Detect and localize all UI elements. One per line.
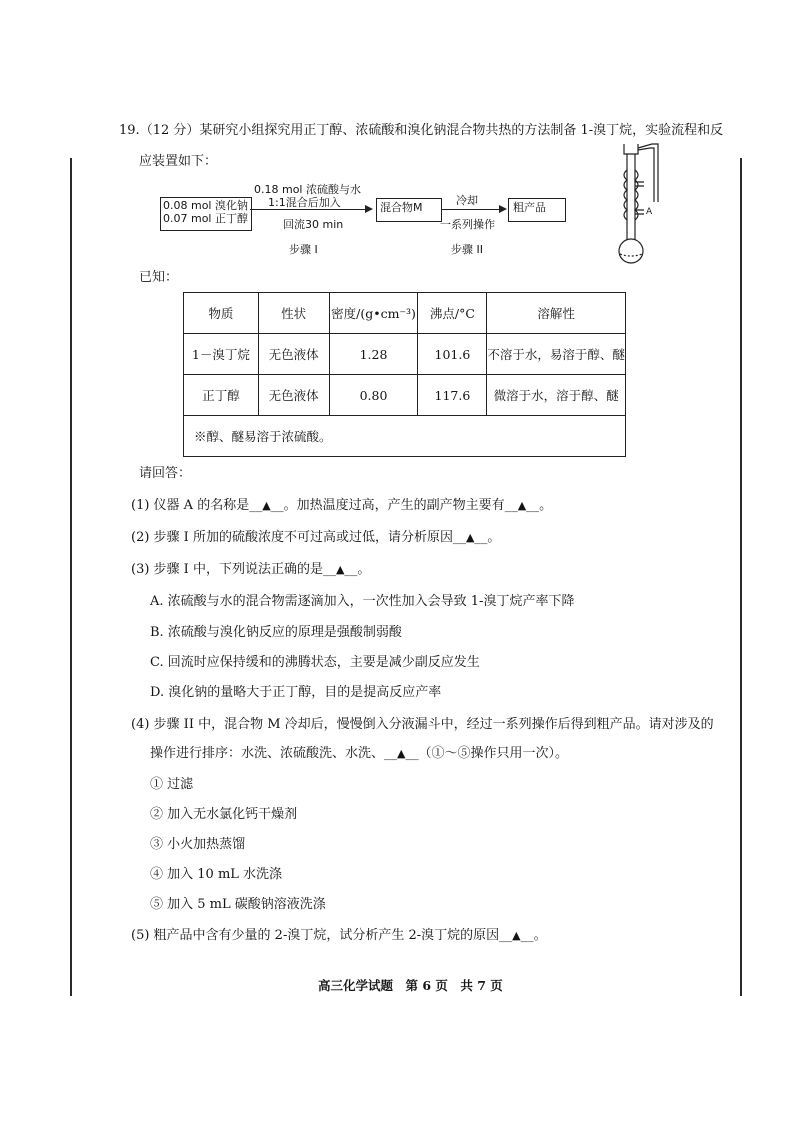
answer-blank-icon: ▲ — [512, 929, 521, 942]
q3-option-d: D. 溴化钠的量略大于正丁醇，目的是提高反应产率 — [150, 685, 442, 700]
step2-label: 步骤 II — [451, 243, 483, 256]
question-intro-line1: 某研究小组探究用正丁醇、浓硫酸和溴化钠混合物共热的方法制备 1-溴丁烷，实验流程和反 — [199, 123, 724, 138]
side-arm-top — [638, 144, 658, 202]
q1-prefix: (1) 仪器 A 的名称是 — [131, 498, 250, 513]
reflux-apparatus-diagram — [600, 140, 670, 270]
arrow1-label-top2: 1:1混合后加入 — [268, 196, 341, 209]
q2-suffix: 。 — [487, 530, 501, 545]
q5-blank[interactable]: __▲__ — [499, 928, 534, 943]
arrow1-head — [365, 205, 373, 213]
answer-blank-icon: ▲ — [465, 531, 475, 544]
table-header-row — [184, 293, 626, 334]
header-solubility: 溶解性 — [487, 293, 626, 334]
header-substance: 物质 — [184, 293, 259, 334]
crude-product-box — [508, 198, 566, 222]
answer-blank-icon: ▲ — [335, 563, 345, 576]
q5-prefix: (5) 粗产品中含有少量的 2-溴丁烷，试分析产生 2-溴丁烷的原因 — [131, 928, 500, 943]
table-row — [184, 334, 626, 375]
table-cell: 不溶于水，易溶于醇、醚 — [487, 334, 626, 375]
table-cell: 0.80 — [329, 375, 418, 416]
q3-blank[interactable]: __▲__ — [322, 562, 358, 577]
right-margin-line — [740, 158, 742, 996]
header-boiling-point: 沸点/°C — [418, 293, 487, 334]
known-heading: 已知： — [139, 270, 179, 285]
arrow1-label-top1: 0.18 mol 浓硫酸与水 — [254, 183, 361, 196]
table-note-row — [184, 416, 626, 457]
round-bottom-flask — [619, 239, 643, 263]
question-heading — [119, 119, 723, 138]
reactant-butanol: 0.07 mol 正丁醇 — [163, 212, 248, 225]
table-cell: 101.6 — [418, 334, 487, 375]
table-cell: 1－溴丁烷 — [184, 334, 259, 375]
arrow2-line — [441, 209, 501, 210]
table-cell: 微溶于水，溶于醇、醚 — [487, 375, 626, 416]
question-5 — [131, 924, 547, 943]
question-3 — [131, 558, 370, 577]
arrow2-head — [499, 205, 507, 213]
flask-liquid — [620, 254, 642, 256]
crude-product-label: 粗产品 — [513, 201, 546, 214]
q4-op-2: ② 加入无水氯化钙干燥剂 — [150, 807, 298, 822]
q4-op-3: ③ 小火加热蒸馏 — [150, 837, 246, 852]
page-footer: 高三化学试题 第 6 页 共 7 页 — [318, 978, 503, 993]
table-cell: 无色液体 — [258, 375, 329, 416]
question-1 — [131, 494, 552, 513]
q4-op-4: ④ 加入 10 mL 水洗涤 — [150, 867, 283, 882]
question-4-line2 — [150, 742, 568, 761]
q1-blank-1[interactable]: __▲__ — [249, 498, 284, 513]
q4-op-5: ⑤ 加入 5 mL 碳酸钠溶液洗涤 — [150, 897, 326, 912]
arrow2-label-bottom: 一系列操作 — [440, 218, 495, 231]
q1-suffix: 。 — [539, 498, 553, 513]
q1-middle: 。加热温度过高，产生的副产物主要有 — [283, 498, 505, 513]
question-2 — [131, 526, 500, 545]
table-note: ※醇、醚易溶于浓硫酸。 — [184, 416, 626, 457]
table-row — [184, 375, 626, 416]
water-inlet — [635, 182, 644, 186]
answer-blank-icon: ▲ — [397, 747, 406, 760]
q1-blank-2[interactable]: __▲__ — [504, 498, 540, 513]
answer-prompt: 请回答： — [139, 466, 192, 481]
q4-blank[interactable]: __▲__ — [384, 746, 419, 761]
condenser-top — [624, 144, 638, 154]
q3-option-b: B. 浓硫酸与溴化钠反应的原理是强酸制弱酸 — [150, 625, 402, 640]
table-cell: 1.28 — [329, 334, 418, 375]
q4-op-1: ① 过滤 — [150, 777, 194, 792]
answer-blank-icon: ▲ — [517, 499, 527, 512]
q4-line2-prefix: 操作进行排序：水洗、浓硫酸洗、水洗、 — [150, 746, 385, 761]
table-cell: 正丁醇 — [184, 375, 259, 416]
properties-table — [183, 292, 626, 457]
question-4-line1: (4) 步骤 II 中，混合物 M 冷却后，慢慢倒入分液漏斗中，经过一系列操作后得到粗产品。请对涉及的 — [131, 717, 714, 732]
arrow1-line — [250, 209, 367, 210]
arrow2-label-top: 冷却 — [456, 194, 478, 207]
arrow1-label-bottom: 回流30 min — [283, 218, 344, 231]
header-density: 密度/(g•cm⁻³) — [329, 293, 418, 334]
q3-suffix: 。 — [357, 562, 371, 577]
apparatus-label-a: A — [646, 207, 653, 217]
question-score: （12 分） — [139, 123, 200, 138]
left-margin-line — [70, 158, 72, 996]
header-appearance: 性状 — [258, 293, 329, 334]
condenser-bulbs — [624, 170, 638, 220]
reactant-sodium-bromide: 0.08 mol 溴化钠 — [163, 199, 248, 212]
mixture-m-label: 混合物M — [380, 201, 423, 214]
question-number: 19. — [119, 123, 140, 138]
q2-blank[interactable]: __▲__ — [452, 530, 488, 545]
q5-suffix: 。 — [533, 928, 547, 943]
condenser-outer-tube — [627, 154, 635, 230]
q3-option-c: C. 回流时应保持缓和的沸腾状态，主要是减少副反应发生 — [150, 655, 480, 670]
answer-blank-icon: ▲ — [262, 499, 271, 512]
q3-prefix: (3) 步骤 I 中，下列说法正确的是 — [131, 562, 323, 577]
question-intro-line2: 应装置如下： — [139, 154, 218, 169]
step1-label: 步骤 I — [289, 243, 318, 256]
table-cell: 无色液体 — [258, 334, 329, 375]
reactants-box — [160, 197, 252, 231]
mixture-m-box — [376, 198, 442, 222]
q2-prefix: (2) 步骤 I 所加的硫酸浓度不可过高或过低，请分析原因 — [131, 530, 453, 545]
q3-option-a: A. 浓硫酸与水的混合物需逐滴加入，一次性加入会导致 1-溴丁烷产率下降 — [150, 594, 575, 609]
table-cell: 117.6 — [418, 375, 487, 416]
q4-line2-suffix: （①～⑤操作只用一次）。 — [418, 746, 568, 761]
